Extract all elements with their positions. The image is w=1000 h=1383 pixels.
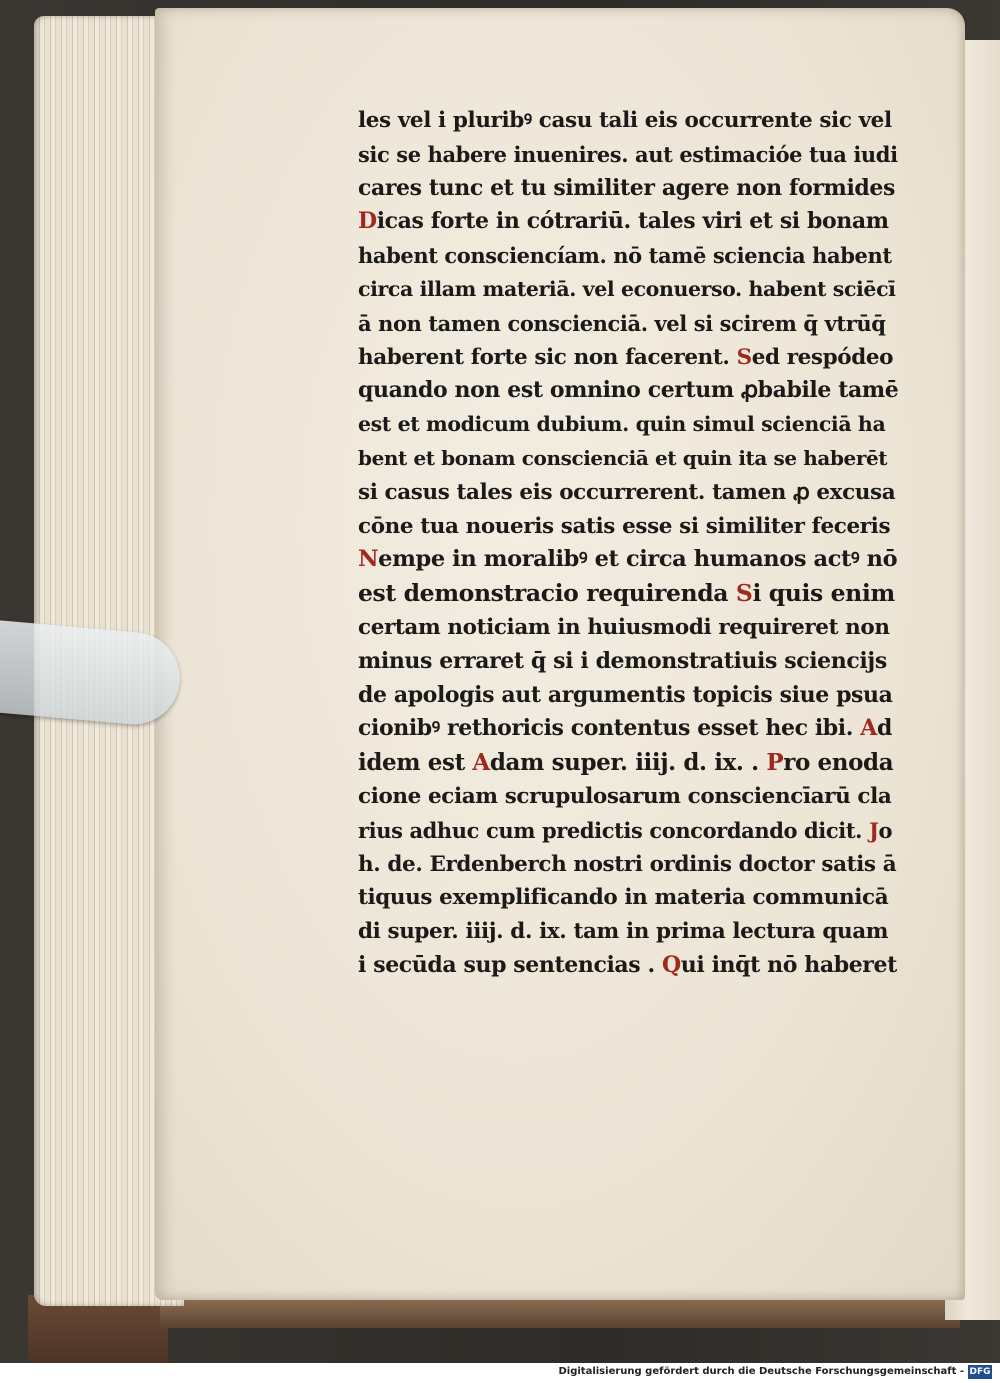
- text-segment: o: [878, 817, 893, 843]
- text-segment: rius adhuc cum predictis concordando dicit.: [358, 817, 869, 843]
- text-line: [358, 645, 898, 679]
- rubricated-initial: Q: [662, 951, 681, 978]
- text-segment: de apologis aut argumentis topicis siue psua: [358, 681, 893, 708]
- text-line: [358, 104, 898, 138]
- printed-text-block: [358, 104, 898, 983]
- rubricated-initial: J: [868, 817, 879, 843]
- text-segment: quando non est omnino certum ꝓbabile tamē: [358, 377, 899, 404]
- text-segment: est et modicum dubium. quin simul scienciā ha: [358, 412, 886, 437]
- text-segment: ro enoda: [783, 749, 894, 777]
- text-line: [358, 611, 898, 645]
- text-segment: h. de. Erdenberch nostri ordinis doctor satis ā: [358, 851, 897, 877]
- funding-credit: Digitalisierung gefördert durch die Deutsche Forschungsgemeinschaft -: [558, 1366, 964, 1377]
- text-segment: bent et bonam conscienciā et quin ita se haberēt: [358, 445, 888, 470]
- text-line: [358, 712, 898, 746]
- rubricated-initial: A: [860, 715, 877, 742]
- text-segment: cōne tua noueris satis esse si similiter feceris: [358, 513, 891, 539]
- text-segment: i secūda sup sentencias .: [358, 951, 663, 978]
- text-line: [358, 138, 898, 172]
- text-segment: idem est: [358, 749, 473, 777]
- text-segment: di super. iiij. d. ix. tam in prima lectura quam: [358, 919, 889, 945]
- text-segment: i quis enim: [752, 579, 895, 608]
- text-line: [358, 374, 898, 408]
- text-line: [358, 746, 898, 780]
- text-line: [358, 543, 898, 577]
- text-segment: les vel i pluribꝰ casu tali eis occurrente sic vel: [358, 108, 892, 133]
- rubricated-initial: S: [735, 579, 753, 608]
- text-line: [358, 408, 898, 442]
- text-segment: ed respódeo: [751, 344, 894, 370]
- text-segment: ui inq̄t nō haberet: [680, 951, 897, 978]
- text-line: [358, 341, 898, 375]
- rubricated-initial: A: [472, 749, 490, 777]
- text-segment: tiquus exemplificando in materia communicā: [358, 885, 889, 911]
- rubricated-initial: N: [358, 546, 379, 573]
- text-line: [358, 172, 898, 206]
- text-line: [358, 780, 898, 814]
- text-line: [358, 273, 898, 307]
- text-line: [358, 949, 898, 983]
- text-line: [358, 205, 898, 239]
- text-line: [358, 814, 898, 848]
- text-line: [358, 577, 898, 611]
- text-line: [358, 476, 898, 510]
- text-segment: habent consciencíam. nō tamē sciencia habent: [358, 243, 892, 269]
- text-segment: d: [876, 715, 892, 742]
- text-segment: icas forte in cótrariū. tales viri et si bonam: [376, 208, 889, 235]
- book-cover-edge: [160, 1300, 960, 1328]
- text-segment: cione eciam scrupulosarum consciencīarū cla: [358, 783, 892, 809]
- text-line: [358, 881, 898, 915]
- rubricated-initial: P: [766, 749, 784, 777]
- text-segment: circa illam materiā. vel econuerso. habent sciēcī: [358, 276, 896, 301]
- text-segment: minus erraret q̄ si i demonstratiuis sciencijs: [358, 647, 887, 674]
- text-segment: si casus tales eis occurrerent. tamen ꝓ excusa: [358, 479, 896, 505]
- text-segment: est demonstracio requirenda: [358, 579, 736, 608]
- text-segment: ā non tamen conscienciā. vel si scirem q̄ vtrūq̄: [358, 310, 886, 336]
- rubricated-initial: D: [358, 208, 377, 235]
- text-line: [358, 307, 898, 341]
- text-segment: certam noticiam in huiusmodi requireret non: [358, 614, 890, 640]
- rubricated-initial: S: [736, 344, 752, 370]
- text-segment: dam super. iiij. d. ix. .: [489, 749, 767, 777]
- text-line: [358, 848, 898, 882]
- text-line: [358, 510, 898, 544]
- text-segment: cares tunc et tu similiter agere non formides: [358, 174, 895, 201]
- text-segment: cionibꝰ rethoricis contentus esset hec ibi.: [358, 715, 861, 742]
- dfg-logo: DFG: [969, 1367, 991, 1377]
- text-line: [358, 915, 898, 949]
- text-segment: haberent forte sic non facerent.: [358, 344, 737, 370]
- text-line: [358, 442, 898, 476]
- text-line: [358, 679, 898, 713]
- text-segment: sic se habere inuenires. aut estimacióe tua iudi: [358, 141, 898, 167]
- text-line: [358, 239, 898, 273]
- text-segment: empe in moralibꝰ et circa humanos actꝰ nō: [378, 546, 898, 573]
